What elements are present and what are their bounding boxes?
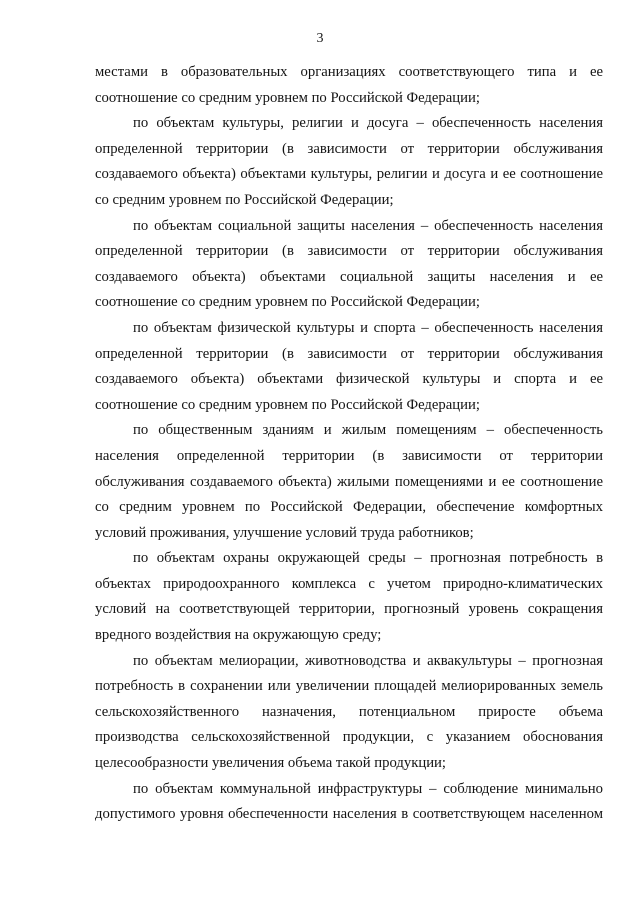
paragraph-education-continuation: местами в образовательных организациях соответствующего типа и ее соотношение со средним уровнем по Российской Федерации; xyxy=(95,64,603,106)
paragraph-culture-religion-leisure: по объектам культуры, религии и досуга – обеспеченность населения определенной территории (в зависимости от территории обслуживания создаваемого объекта) объектами культуры, религии и досуга и ее соотношение со средним уровнем по Российской Федерации; xyxy=(95,115,603,208)
paragraph-communal-infrastructure: по объектам коммунальной инфраструктуры – соблюдение минимально допустимого уровня обеспеченности населения в соответствующем населенном xyxy=(95,780,603,823)
paragraph-physical-culture-sport: по объектам физической культуры и спорта – обеспеченность населения определенной территории (в зависимости от территории обслуживания создаваемого объекта) объектами физической культуры и спорта и ее соотношение со средним уровнем по Российской Федерации; xyxy=(95,319,603,413)
paragraph-environmental-protection: по объектам охраны окружающей среды – прогнозная потребность в объектах природоохранного комплекса с учетом природно-климатических условий на соответствующей территории, прогнозный уровень сокращения вредного воздействия на окружающую среду; xyxy=(95,550,603,644)
page-number: 3 xyxy=(316,31,324,46)
paragraph-public-buildings-housing: по общественным зданиям и жилым помещениям – обеспеченность населения определенной территории (в зависимости от территории обслуживания создаваемого объекта) жилыми помещениями и ее соотношение со средним уровнем по Российской Федерации, обеспечение комфортных условий проживания, улучшение условий труда работников; xyxy=(95,422,603,541)
paragraph-social-protection: по объектам социальной защиты населения – обеспеченность населения определенной территории (в зависимости от территории обслуживания создаваемого объекта) объектами социальной защиты населения и ее соотношение со средним уровнем по Российской Федерации; xyxy=(95,217,603,311)
document-body xyxy=(95,60,603,828)
paragraph-melioration-livestock-aquaculture: по объектам мелиорации, животноводства и аквакультуры – прогнозная потребность в сохранении или увеличении площадей мелиорированных земель сельскохозяйственного назначения, потенциальном приросте объема производства сельскохозяйственной продукции, с указанием обоснования целесообразности увеличения объема такой продукции; xyxy=(95,652,603,772)
